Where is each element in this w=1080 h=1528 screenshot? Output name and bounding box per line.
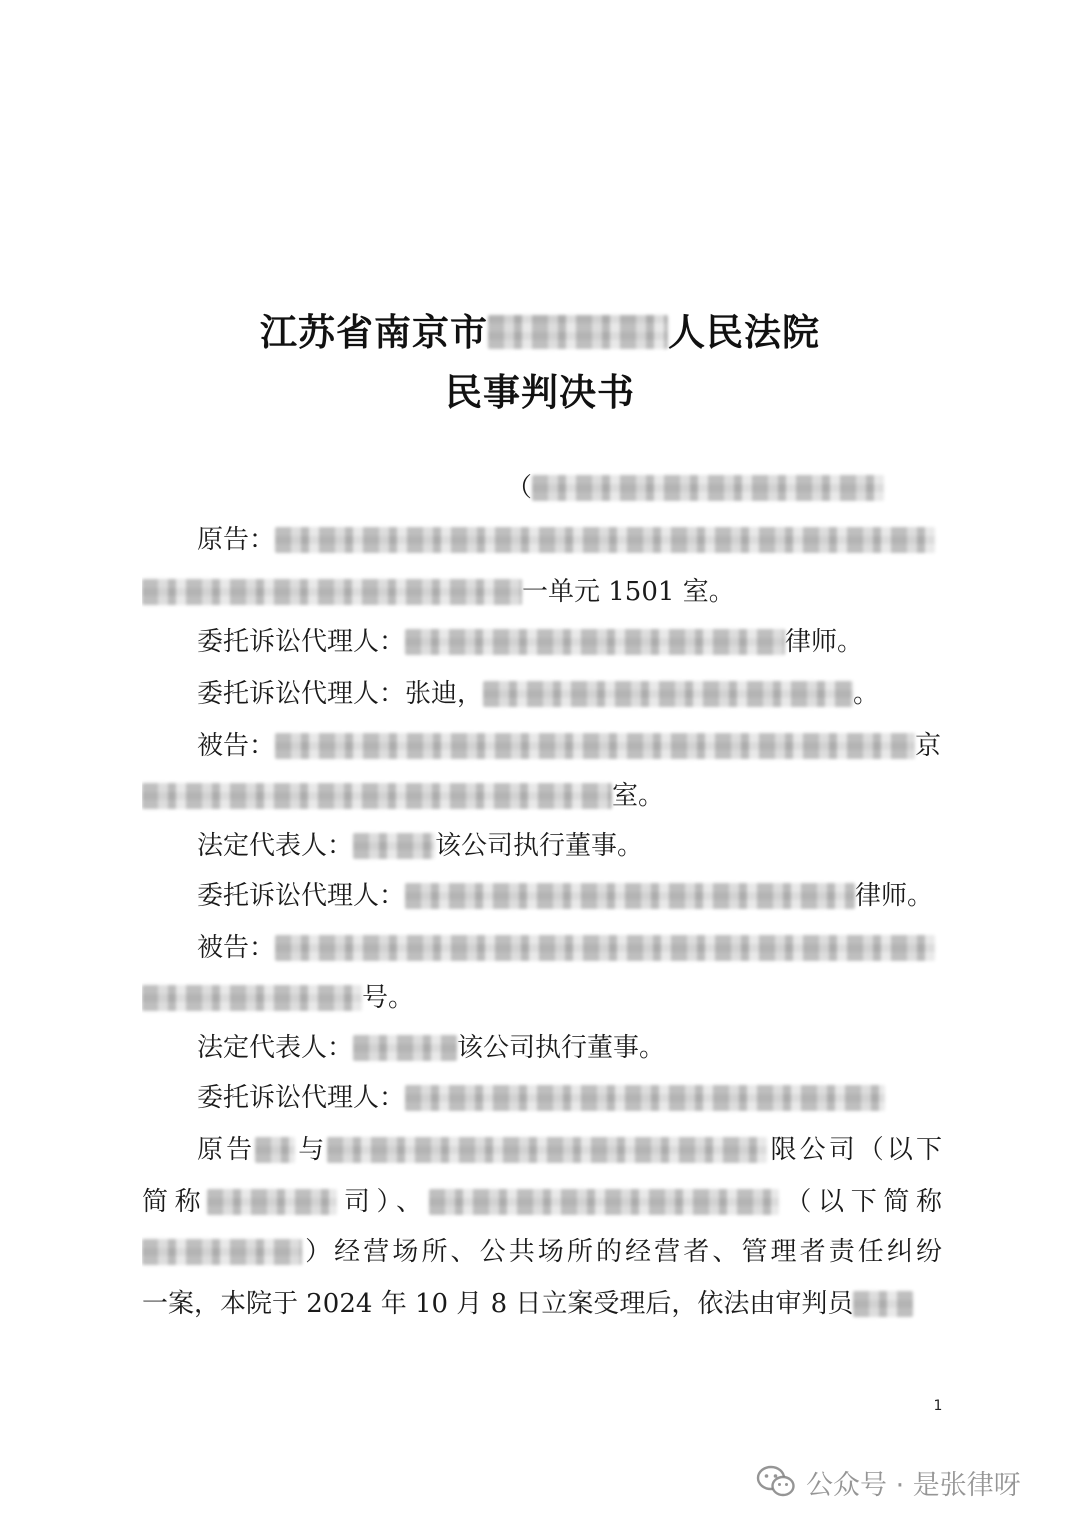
plaintiff-label: 原告： (197, 525, 276, 555)
redacted-judge-name (853, 1291, 913, 1317)
agent2-name: 张迪， (405, 679, 484, 709)
body-p1-and: 与 (295, 1135, 328, 1165)
court-name-title (0, 302, 1080, 356)
redacted-plaintiff-name (255, 1137, 295, 1163)
agent1-label: 委托诉讼代理人： (197, 627, 406, 657)
agent1-tail: 律师。 (785, 627, 864, 657)
agent4-line (197, 1078, 942, 1118)
body-p1-start: 原告 (197, 1135, 256, 1165)
body-p2-start: 简称 (142, 1187, 208, 1217)
agent1-line (197, 622, 942, 662)
redacted-short-name-1 (207, 1189, 337, 1215)
defendant1-label: 被告： (197, 731, 276, 761)
plaintiff-address-line (142, 572, 942, 612)
page-number: 1 (933, 1398, 943, 1414)
redacted-defendant1-address (142, 783, 612, 809)
redacted-agent4 (405, 1085, 885, 1111)
body-p4-text: 一案，本院于 2024 年 10 月 8 日立案受理后，依法由审判员 (142, 1289, 854, 1319)
body-line-1 (197, 1130, 942, 1170)
agent3-line (197, 876, 942, 916)
court-name-prefix: 江苏省南京市 (260, 311, 488, 354)
agent3-label: 委托诉讼代理人： (197, 881, 406, 911)
defendant2-address-tail: 号。 (362, 983, 415, 1013)
body-line-3 (142, 1232, 942, 1272)
defendant2-line (197, 928, 942, 968)
agent2-label: 委托诉讼代理人： (197, 679, 406, 709)
redacted-district (488, 315, 668, 349)
plaintiff-line (197, 520, 942, 560)
court-name-suffix: 人民法院 (668, 311, 820, 354)
plaintiff-address-tail: 一单元 1501 室。 (522, 577, 735, 607)
redacted-defendant1-info (275, 733, 915, 759)
redacted-defendant2-info (275, 935, 935, 961)
agent4-label: 委托诉讼代理人： (197, 1083, 406, 1113)
body-p1-end: 限公司（以下 (767, 1135, 942, 1165)
agent3-tail: 律师。 (855, 881, 934, 911)
legal-rep1-line (197, 826, 942, 866)
defendant2-label: 被告： (197, 933, 276, 963)
body-p2-mid: 司）、 (337, 1187, 429, 1217)
body-p2-end: （以下简称 (778, 1187, 942, 1217)
case-number-paren: （ (506, 473, 533, 503)
redacted-case-number (532, 475, 884, 501)
body-line-2 (142, 1182, 942, 1222)
body-p3-text: ）经营场所、公共场所的经营者、管理者责任纠纷 (302, 1237, 942, 1267)
redacted-agent2-firm (483, 681, 853, 707)
redacted-short-name-2 (142, 1239, 302, 1265)
case-number (506, 468, 896, 508)
redacted-defendant2-name (429, 1189, 779, 1215)
defendant1-line (197, 726, 942, 766)
redacted-legal-rep1-name (353, 833, 435, 859)
document-type-title: 民事判决书 (445, 371, 635, 414)
agent2-tail: 。 (853, 679, 880, 709)
redacted-legal-rep2-name (353, 1035, 457, 1061)
redacted-defendant2-address (142, 985, 362, 1011)
wechat-icon (756, 1465, 796, 1499)
redacted-agent1 (405, 629, 785, 655)
legal-rep2-tail: 该公司执行董事。 (457, 1033, 666, 1063)
redacted-plaintiff-info (275, 527, 935, 553)
legal-rep2-line (197, 1028, 942, 1068)
defendant2-address-line (142, 978, 942, 1018)
watermark-text: 公众号 · 是张律呀 (806, 1469, 1021, 1501)
body-line-4 (142, 1284, 942, 1324)
defendant1-address-tail: 室。 (612, 781, 665, 811)
legal-rep1-label: 法定代表人： (197, 831, 354, 861)
wechat-watermark (756, 1462, 1021, 1502)
agent2-line (197, 674, 942, 714)
redacted-plaintiff-address (142, 579, 522, 605)
legal-rep1-tail: 该公司执行董事。 (435, 831, 644, 861)
redacted-agent3 (405, 883, 855, 909)
redacted-defendant1-name (327, 1137, 767, 1163)
legal-rep2-label: 法定代表人： (197, 1033, 354, 1063)
defendant1-end: 京 (915, 731, 942, 761)
defendant1-address-line (142, 776, 942, 816)
